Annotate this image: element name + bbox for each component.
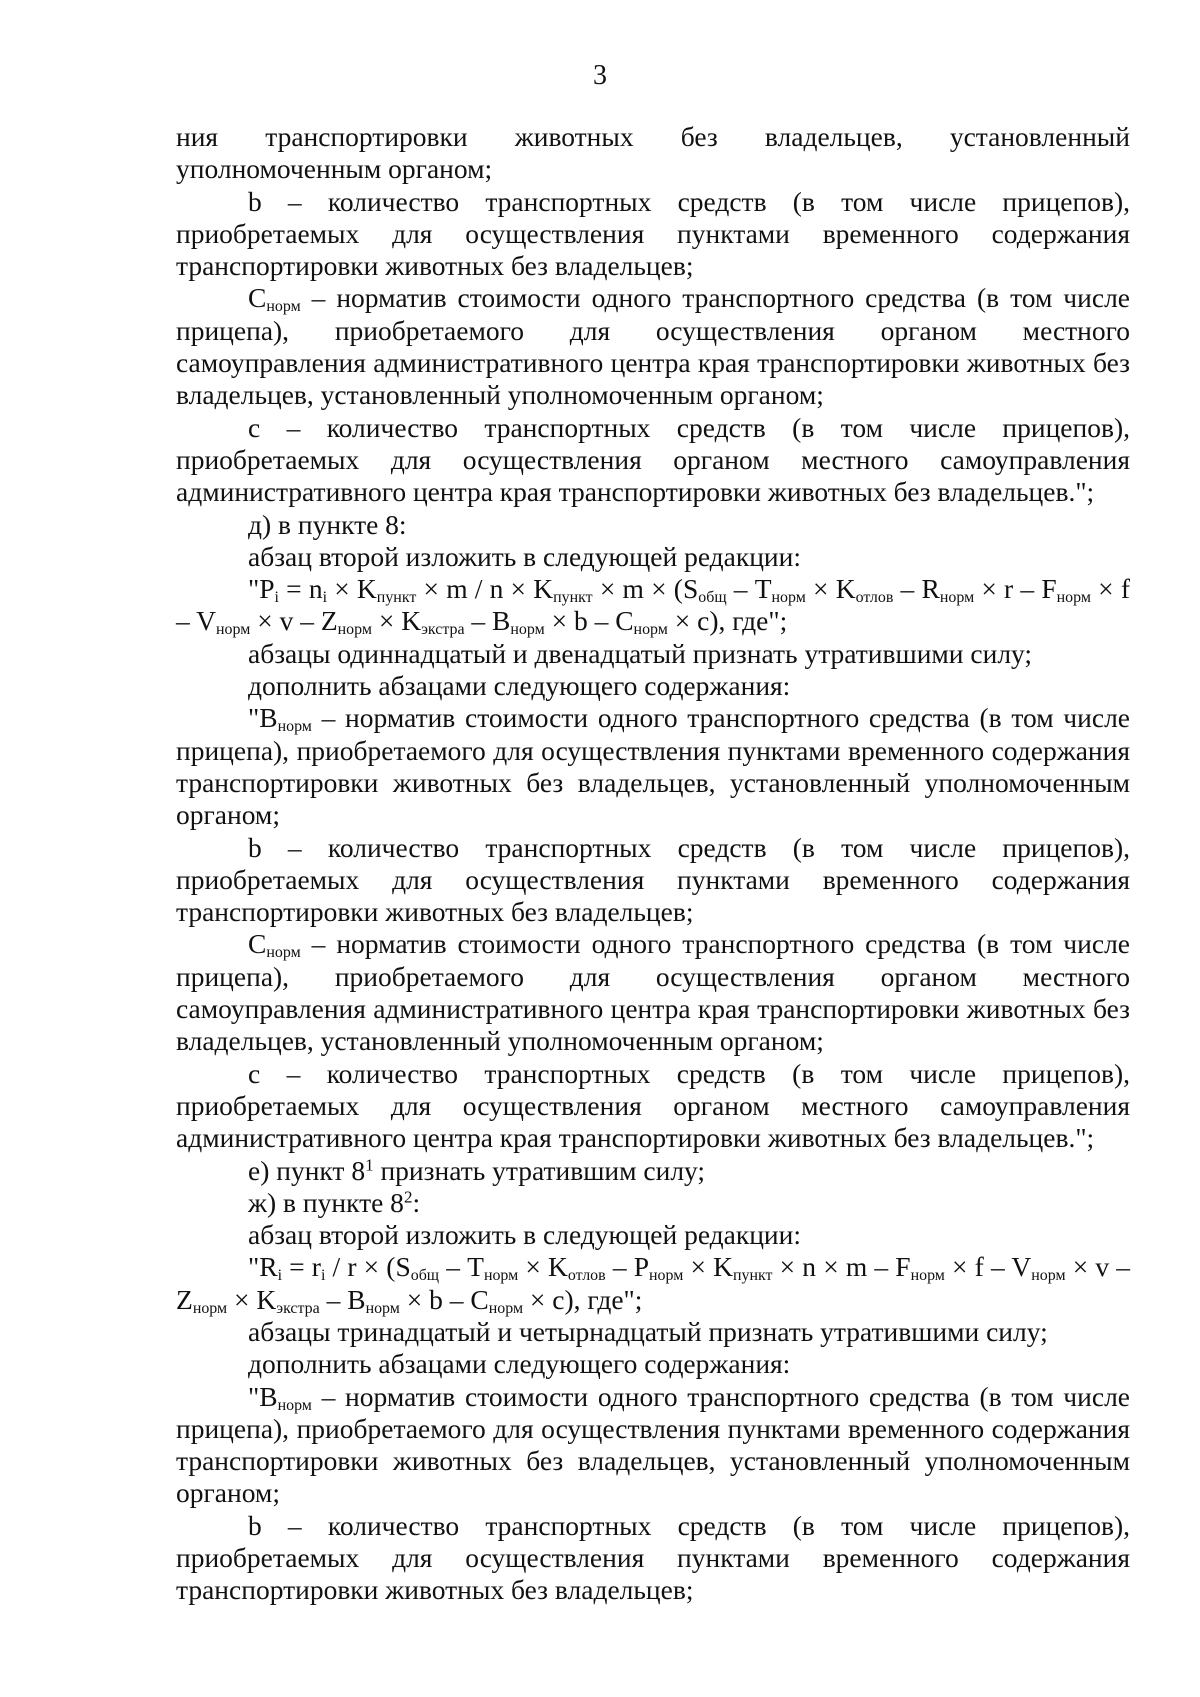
subscript: норм [277,718,312,736]
text-run: дополнить абзацами следующего содержания: [248,1348,791,1380]
paragraph [176,412,1130,509]
text-run: е) пункт 8 [248,1154,366,1186]
paragraph [176,1155,1130,1187]
subscript: норм [488,1299,524,1317]
text-run: × c), где"; [667,605,788,637]
paragraph [176,186,1130,283]
text-run: – P [605,1251,650,1283]
text-run: "P [248,573,275,605]
paragraph [176,1381,1130,1510]
subscript: отлов [567,1267,606,1285]
paragraph [176,670,1130,702]
text-run: = n [278,573,323,605]
text-run: b – количество транспортных средств (в том числе прицепов), приобретаемых для осуществления пунктами временного содержания транспортировки животных без владельцев; [176,185,1130,282]
text-run: × b – C [544,605,634,637]
paragraph [176,1219,1130,1251]
text-run: – B [319,1283,366,1315]
superscript: 1 [365,1155,374,1175]
paragraph [176,832,1130,929]
subscript: экстра [421,621,465,639]
subscript: норм [771,589,806,607]
paragraph [176,573,1130,638]
text-run: × v – Z [250,605,338,637]
text-run: / r × (S [325,1251,411,1283]
subscript: норм [365,1299,400,1317]
text-run: С [248,282,267,314]
document-body [176,121,1130,1607]
text-run: × b – C [399,1283,489,1315]
text-run: × K [371,605,422,637]
text-run: × K [805,573,856,605]
text-run: × n × m – F [772,1251,911,1283]
text-run: × K [227,1283,277,1315]
text-run: дополнить абзацами следующего содержания: [248,670,791,702]
subscript: норм [483,1267,519,1285]
text-run: – T [439,1251,484,1283]
text-run: × K [683,1251,733,1283]
subscript: норм [633,621,668,639]
text-run: b – количество транспортных средств (в том числе прицепов), приобретаемых для осуществления пунктами временного содержания транспортировки животных без владельцев; [176,1509,1130,1606]
text-run: – T [726,573,772,605]
subscript: норм [510,621,545,639]
text-run: c – количество транспортных средств (в том числе прицепов), приобретаемых для осуществления органом местного самоуправления административного центра края транспортировки животных без владельцев."; [176,411,1130,508]
page-number: 3 [593,60,607,91]
subscript: общ [698,589,727,607]
text-run: абзац второй изложить в следующей редакции: [248,540,802,572]
subscript: норм [939,589,975,607]
subscript: пункт [376,589,417,607]
text-run: × c), где"; [523,1283,643,1315]
text-run: – норматив стоимости одного транспортного средства (в том числе прицепа), приобретаемого для осуществления органом местного самоуправления административного центра края транспортировки животных без владельцев, установленный уполномоченным органом; [176,928,1130,1057]
text-run: – R [893,573,940,605]
text-run: × f – V [944,1251,1032,1283]
paragraph [176,282,1130,411]
subscript: норм [1031,1267,1066,1285]
subscript: i [322,589,328,607]
paragraph [176,121,1130,186]
text-run: × K [518,1251,568,1283]
subscript: норм [277,1396,312,1414]
text-run: С [248,928,267,960]
paragraph [176,1058,1130,1155]
paragraph [176,638,1130,670]
subscript: i [320,1267,326,1285]
subscript: норм [649,1267,684,1285]
text-run: ж) в пункте 8 [248,1186,404,1218]
text-run: × v – Z [176,1251,1130,1315]
subscript: экстра [276,1299,320,1317]
subscript: норм [216,621,251,639]
text-run: × K [327,573,377,605]
text-run: абзац второй изложить в следующей редакции: [248,1219,802,1251]
paragraph [176,509,1130,541]
subscript: норм [192,1299,228,1317]
subscript: норм [1056,589,1091,607]
subscript: норм [266,944,301,962]
text-run: д) в пункте 8: [248,508,407,540]
paragraph [176,702,1130,831]
text-run: c – количество транспортных средств (в том числе прицепов), приобретаемых для осуществления органом местного самоуправления административного центра края транспортировки животных без владельцев."; [176,1057,1130,1154]
text-run: – B [464,605,511,637]
paragraph [176,541,1130,573]
subscript: i [277,1267,283,1285]
text-run: = r [282,1251,321,1283]
paragraph [176,1316,1130,1348]
text-run: абзацы одиннадцатый и двенадцатый признать утратившими силу; [248,637,1033,669]
text-run: абзацы тринадцатый и четырнадцатый признать утратившими силу; [248,1315,1048,1347]
subscript: i [274,589,279,607]
text-run: × m / n × K [416,573,554,605]
paragraph [176,928,1130,1057]
subscript: норм [266,298,301,316]
text-run: признать утратившим силу; [373,1154,706,1186]
subscript: норм [337,621,372,639]
superscript: 2 [403,1187,413,1207]
text-run: ния транспортировки животных без владельцев, установленный уполномоченным органом; [176,121,1130,185]
text-run: × m × (S [592,573,699,605]
text-run: : [412,1186,421,1218]
paragraph [176,1348,1130,1380]
subscript: отлов [855,589,894,607]
text-run: "B [248,702,278,734]
text-run: "B [248,1380,278,1412]
text-run: – норматив стоимости одного транспортного средства (в том числе прицепа), приобретаемого для осуществления органом местного самоуправления административного центра края транспортировки животных без владельцев, установленный уполномоченным органом; [176,282,1130,411]
paragraph [176,1510,1130,1607]
text-run: "R [248,1251,278,1283]
subscript: пункт [553,589,593,607]
subscript: общ [410,1267,440,1285]
subscript: пункт [732,1267,773,1285]
text-run: × f – V [176,573,1130,637]
subscript: норм [910,1267,945,1285]
text-run: – норматив стоимости одного транспортного средства (в том числе прицепа), приобретаемого для осуществления пунктами временного содержания транспортировки животных без владельцев, установленный уполномоченным органом; [176,1380,1130,1509]
text-run: b – количество транспортных средств (в том числе прицепов), приобретаемых для осуществления пунктами временного содержания транспортировки животных без владельцев; [176,831,1130,928]
text-run: – норматив стоимости одного транспортного средства (в том числе прицепа), приобретаемого для осуществления пунктами временного содержания транспортировки животных без владельцев, установленный уполномоченным органом; [176,702,1130,831]
text-run: × r – F [974,573,1057,605]
paragraph [176,1251,1130,1316]
paragraph [176,1187,1130,1219]
